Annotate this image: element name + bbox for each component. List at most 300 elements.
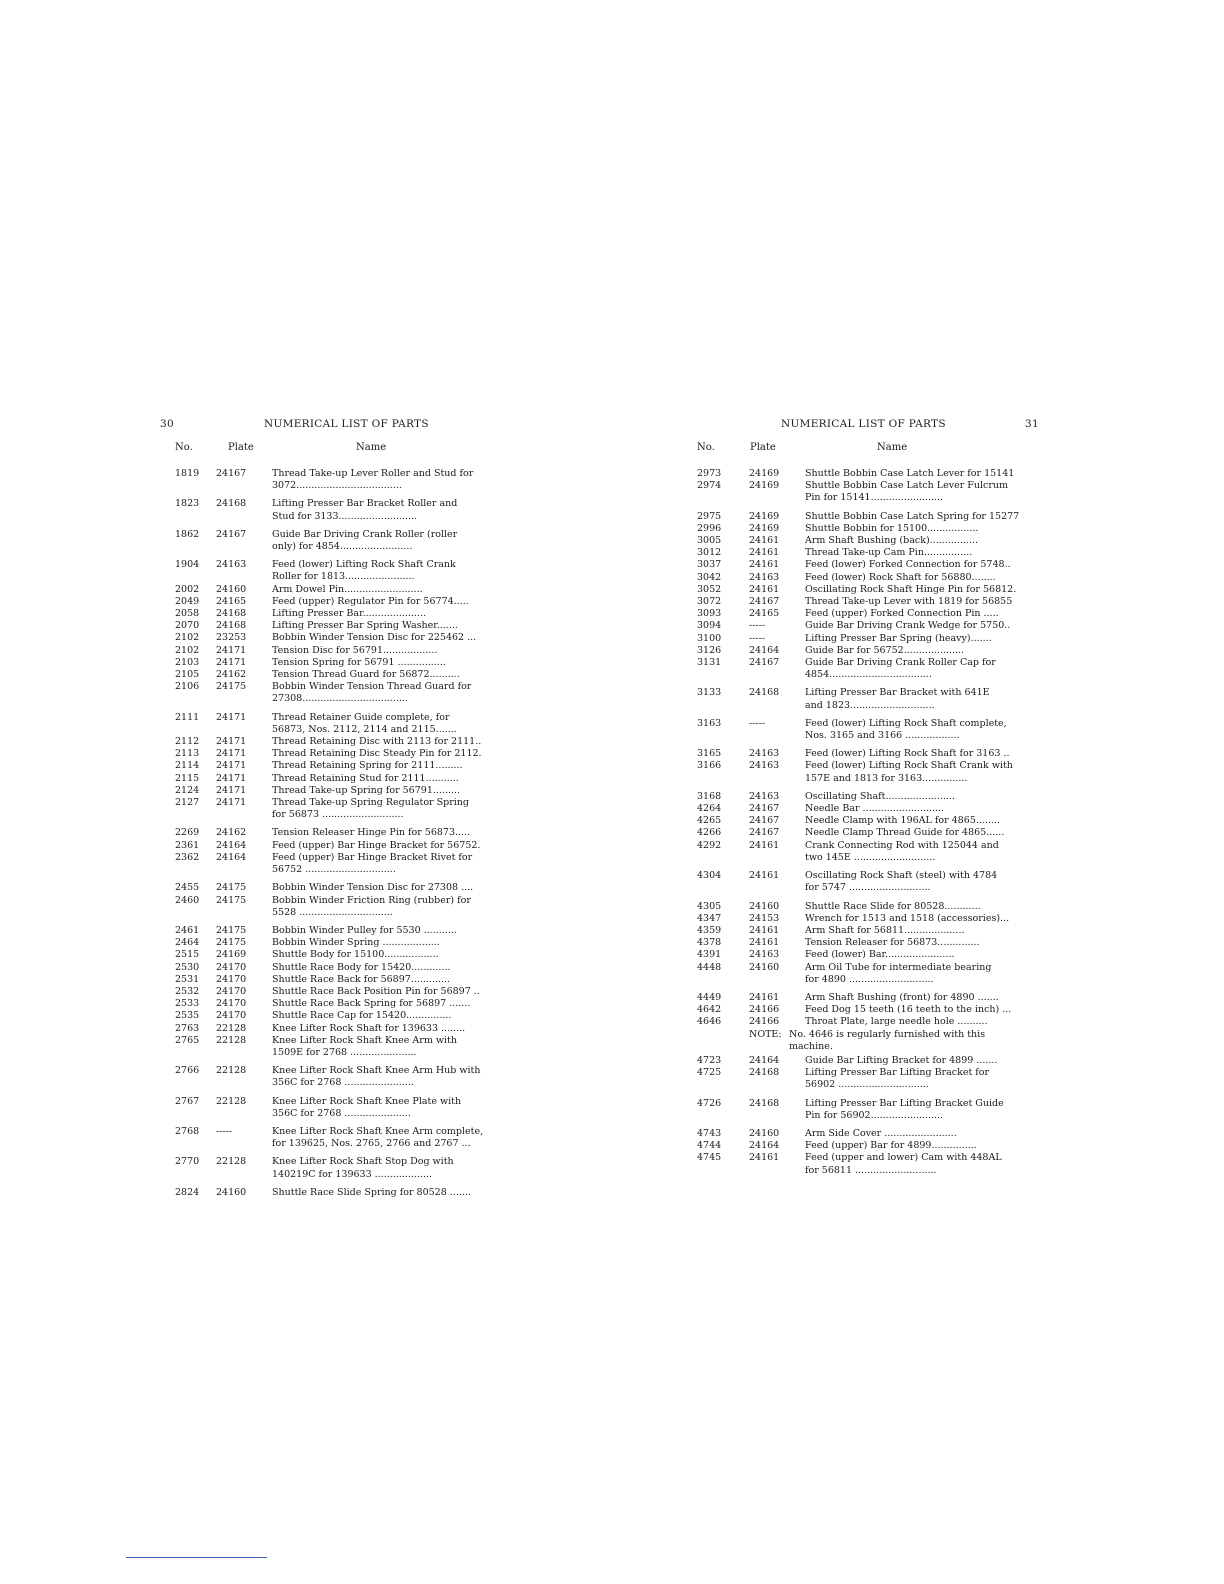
part-name: Arm Shaft Bushing (back)................ [805,535,978,547]
part-entry [693,913,1051,925]
part-name: Thread Retainer Guide complete, for 56873, Nos. 2112, 2114 and 2115....... [272,711,457,735]
part-number: 2115 [175,772,200,784]
part-name: Shuttle Bobbin Case Latch Lever Fulcrum Pin for 15141........................ [805,480,1009,504]
part-number: 4743 [697,1127,722,1139]
plate-number: 24163 [749,949,780,961]
part-entry [160,925,532,937]
part-entry [160,669,532,681]
part-name: Feed (lower) Rock Shaft for 56880........ [805,571,996,583]
part-entry [693,535,1051,547]
plate-number: 24167 [749,657,780,669]
part-number: 1904 [175,559,200,571]
left-page-title: NUMERICAL LIST OF PARTS [264,418,429,430]
part-name: Feed (lower) Lifting Rock Shaft Crank with 157E and 1813 for 3163............... [805,760,1013,784]
part-number: 2105 [175,669,200,681]
part-name: Needle Bar ........................... [805,803,945,815]
plate-number: 24161 [749,937,780,949]
part-entry [693,962,1051,986]
part-name: Shuttle Bobbin Case Latch Lever for 15141 [805,468,1015,479]
part-number: 4347 [697,912,722,924]
part-number: 2049 [175,595,200,607]
right-column-headers [693,442,1051,466]
part-entry [160,1065,532,1089]
part-number: 2111 [175,711,200,723]
part-name: Shuttle Body for 15100.................. [272,949,439,961]
right-running-head [693,418,1051,436]
plate-number: 24161 [749,1152,780,1164]
part-entry [693,633,1051,645]
plate-number: 24161 [749,924,780,936]
part-entry [693,937,1051,949]
part-entry [160,797,532,821]
part-entry [693,620,1051,632]
plate-number: 24171 [216,784,247,796]
part-number: 2362 [175,851,200,863]
part-entry [693,992,1051,1004]
part-entry [693,1098,1051,1122]
part-entry [693,925,1051,937]
part-name: Oscillating Shaft....................... [805,790,955,802]
part-name: Tension Spring for 56791 ................ [272,656,446,668]
plate-number: 24169 [749,480,780,492]
plate-number: 24163 [749,748,780,760]
part-entry [160,1156,532,1180]
plate-number: 24171 [216,772,247,784]
part-entry [160,1010,532,1022]
plate-number: 24164 [749,644,780,656]
part-entry [160,657,532,669]
part-name: Feed (lower) Lifting Rock Shaft Crank Roller for 1813....................... [272,559,456,583]
part-number: 3126 [697,644,722,656]
plate-number: 24167 [749,815,780,827]
part-name: Knee Lifter Rock Shaft Knee Arm complete, for 139625, Nos. 2765, 2766 and 2767 ... [272,1125,484,1150]
part-name: Shuttle Race Cap for 15420............... [272,1010,452,1022]
part-name: Bobbin Winder Pulley for 5530 ........... [272,924,457,936]
part-number: 1823 [175,498,200,510]
plate-number: 24165 [216,595,247,607]
plate-number: 24161 [749,870,780,882]
plate-number: 22128 [216,1065,247,1077]
part-name: Guide Bar Driving Crank Wedge for 5750.. [805,620,1011,632]
plate-number: 24170 [216,985,247,997]
plate-number: 24175 [216,681,247,693]
part-number: 3165 [697,748,722,760]
part-entry [160,852,532,876]
plate-number: 24161 [749,583,780,595]
part-name: Tension Releaser Hinge Pin for 56873..... [272,827,471,839]
right-entry-list-continued [693,1055,1051,1177]
part-number: 2770 [175,1156,200,1168]
plate-number: 24166 [749,1016,780,1028]
part-number: 3093 [697,608,722,620]
plate-number: 24161 [749,559,780,571]
part-entry [693,687,1051,711]
header-plate: Plate [228,442,254,453]
plate-number: 24169 [749,522,780,534]
plate-number: 24171 [216,711,247,723]
plate-number: 24160 [749,1127,780,1139]
part-entry [160,645,532,657]
plate-number: 24168 [216,608,247,620]
part-name: Feed (lower) Lifting Rock Shaft complete, Nos. 3165 and 3166 .................. [805,717,1007,742]
plate-number: ----- [749,717,766,729]
part-name: Shuttle Bobbin Case Latch Spring for 15277 [805,510,1020,522]
plate-number: 24163 [216,559,247,571]
part-number: 2765 [175,1034,200,1046]
part-number: 3131 [697,657,722,669]
part-name: Shuttle Race Body for 15420............. [272,961,451,973]
plate-number: 24167 [749,803,780,815]
part-entry [693,608,1051,620]
part-number: 3133 [697,687,722,699]
part-entry [160,840,532,852]
part-entry [693,1016,1051,1028]
part-number: 4725 [697,1067,722,1079]
plate-number: 24153 [749,912,780,924]
plate-number: ----- [216,1125,233,1137]
part-name: Throat Plate, large needle hole .......... [805,1016,988,1028]
part-entry [160,712,532,736]
part-entry [693,718,1051,742]
right-page-number: 31 [1025,418,1039,430]
part-name: Lifting Presser Bar Lifting Bracket for 56902 .............................. [805,1067,990,1091]
part-name: Guide Bar Driving Crank Roller (roller only) for 4854........................ [272,528,458,553]
part-name: Shuttle Race Slide for 80528............ [805,900,981,912]
part-entry [693,840,1051,864]
part-number: 3042 [697,571,722,583]
part-number: 4448 [697,961,722,973]
part-number: 4744 [697,1140,722,1152]
plate-number: 24175 [216,894,247,906]
plate-number: 24170 [216,961,247,973]
plate-number: 24164 [749,1140,780,1152]
part-name: Crank Connecting Rod with 125044 and two 145E ........................... [805,839,999,863]
part-name: Knee Lifter Rock Shaft Knee Arm Hub with 356C for 2768 ....................... [272,1065,481,1089]
plate-number: 24165 [749,608,780,620]
part-number: 4391 [697,949,722,961]
part-number: 2103 [175,656,200,668]
part-entry [693,1067,1051,1091]
plate-number: 24160 [749,900,780,912]
part-name: Thread Take-up Spring for 56791......... [272,784,461,796]
part-entry [693,584,1051,596]
part-entry [160,882,532,894]
right-page-title: NUMERICAL LIST OF PARTS [781,418,946,430]
plate-number: 24162 [216,669,247,681]
part-number: 2124 [175,784,200,796]
part-name: Feed (upper) Forked Connection Pin ..... [805,608,999,620]
plate-number: 24170 [216,1010,247,1022]
header-name: Name [877,442,908,453]
part-number: 4449 [697,991,722,1003]
note-block [693,1029,1051,1053]
plate-number: 24167 [216,528,247,540]
part-number: 2973 [697,468,722,479]
part-entry [160,937,532,949]
part-number: 4265 [697,815,722,827]
plate-number: 24171 [216,736,247,748]
part-number: 2515 [175,949,200,961]
part-number: 2112 [175,736,200,748]
part-entry [693,827,1051,839]
part-name: Bobbin Winder Tension Disc for 225462 ... [272,632,477,644]
part-name: Lifting Presser Bar Bracket Roller and Stud for 3133.......................... [272,498,458,522]
plate-number: 24171 [216,656,247,668]
plate-number: 22128 [216,1022,247,1034]
part-name: Shuttle Race Back Spring for 56897 ....... [272,998,471,1010]
left-entry-list [160,468,532,1199]
part-number: 4378 [697,937,722,949]
left-running-head [160,418,532,436]
part-entry [693,901,1051,913]
part-entry [160,632,532,644]
part-entry [693,559,1051,571]
part-number: 3100 [697,632,722,644]
plate-number: 24162 [216,827,247,839]
part-entry [160,608,532,620]
plate-number: 24167 [749,827,780,839]
part-name: Arm Shaft for 56811.................... [805,924,965,936]
plate-number: 24168 [749,1067,780,1079]
part-name: Arm Dowel Pin.......................... [272,583,423,595]
plate-number: 24163 [749,760,780,772]
header-no: No. [175,442,193,453]
plate-number: 24160 [216,1186,247,1198]
plate-number: 24175 [216,882,247,894]
right-page [693,418,1051,1177]
part-name: Thread Take-up Cam Pin................ [805,547,973,559]
plate-number: 24168 [749,687,780,699]
part-name: Thread Retaining Spring for 2111......... [272,760,463,772]
part-entry [160,986,532,998]
part-name: Needle Clamp with 196AL for 4865........ [805,815,1000,827]
header-plate: Plate [750,442,776,453]
part-name: Lifting Presser Bar..................... [272,608,426,620]
note-text: No. 4646 is regularly furnished with this machine. [789,1028,986,1052]
part-number: 2461 [175,924,200,936]
part-number: 3052 [697,583,722,595]
plate-number: 24166 [749,1004,780,1016]
part-name: Knee Lifter Rock Shaft Stop Dog with 140219C for 139633 ................... [272,1156,454,1180]
part-number: 2974 [697,480,722,492]
part-number: 4266 [697,827,722,839]
part-entry [160,827,532,839]
part-entry [693,803,1051,815]
part-number: 3166 [697,760,722,772]
part-number: 2455 [175,882,200,894]
part-number: 2070 [175,620,200,632]
part-name: Bobbin Winder Tension Thread Guard for 27308................................... [272,681,472,705]
plate-number: 24161 [749,991,780,1003]
plate-number: 24164 [216,839,247,851]
plate-number: 24169 [749,468,780,479]
part-entry [693,572,1051,584]
part-entry [160,498,532,522]
part-number: 2106 [175,681,200,693]
part-number: 3094 [697,620,722,632]
plate-number: 24160 [216,583,247,595]
part-number: 2766 [175,1065,200,1077]
part-number: 4745 [697,1152,722,1164]
part-entry [160,1023,532,1035]
part-name: Lifting Presser Bar Lifting Bracket Guide Pin for 56902........................ [805,1097,1004,1121]
part-name: Guide Bar for 56752.................... [805,644,965,656]
part-number: 2532 [175,985,200,997]
part-entry [160,1096,532,1120]
part-name: Bobbin Winder Spring ................... [272,937,440,949]
part-name: Lifting Presser Bar Spring (heavy)....... [805,632,992,644]
part-name: Oscillating Rock Shaft (steel) with 4784 for 5747 ........................... [805,870,998,894]
plate-number: 24171 [216,644,247,656]
part-number: 2767 [175,1095,200,1107]
part-entry [693,760,1051,784]
part-entry [693,1128,1051,1140]
part-number: 3005 [697,535,722,547]
part-entry [160,584,532,596]
part-name: Arm Side Cover ........................ [805,1127,957,1139]
part-entry [160,596,532,608]
part-number: 4292 [697,839,722,851]
part-entry [160,681,532,705]
plate-number: 24164 [749,1054,780,1066]
plate-number: 24170 [216,998,247,1010]
part-name: Oscillating Rock Shaft Hinge Pin for 56812. [805,583,1017,595]
part-name: Guide Bar Lifting Bracket for 4899 ....... [805,1054,998,1066]
part-entry [693,1055,1051,1067]
part-entry [160,785,532,797]
part-number: 3012 [697,547,722,559]
part-entry [160,1035,532,1059]
part-number: 2102 [175,632,200,644]
part-number: 2535 [175,1010,200,1022]
part-name: Feed (lower) Forked Connection for 5748.. [805,559,1011,571]
part-number: 2530 [175,961,200,973]
part-number: 4642 [697,1004,722,1016]
plate-number: 24163 [749,790,780,802]
plate-number: 24169 [749,510,780,522]
right-entry-list [693,468,1051,1029]
part-entry [160,1187,532,1199]
part-number: 2361 [175,839,200,851]
plate-number: ----- [749,632,766,644]
part-number: 2113 [175,748,200,760]
left-page [160,418,532,1199]
part-number: 2464 [175,937,200,949]
part-number: 4305 [697,900,722,912]
part-entry [693,870,1051,894]
part-name: Feed (upper) Bar for 4899............... [805,1140,977,1152]
plate-number: 24170 [216,973,247,985]
part-entry [160,962,532,974]
footer-rule [126,1557,267,1558]
plate-number: 24175 [216,937,247,949]
plate-number: 24169 [216,949,247,961]
plate-number: 22128 [216,1034,247,1046]
part-entry [693,596,1051,608]
part-number: 2824 [175,1186,200,1198]
header-name: Name [356,442,387,453]
plate-number: 24163 [749,571,780,583]
part-entry [160,559,532,583]
part-number: 2533 [175,998,200,1010]
plate-number: 23253 [216,632,247,644]
part-name: Feed (upper) Regulator Pin for 56774..... [272,595,469,607]
part-entry [160,748,532,760]
plate-number: 24161 [749,547,780,559]
part-name: Knee Lifter Rock Shaft for 139633 ........ [272,1022,466,1034]
plate-number: 22128 [216,1156,247,1168]
part-name: Knee Lifter Rock Shaft Knee Arm with 1509E for 2768 ...................... [272,1034,457,1058]
part-entry [160,620,532,632]
plate-number: 24160 [749,961,780,973]
part-name: Bobbin Winder Friction Ring (rubber) for 5528 ............................... [272,894,471,918]
part-entry [693,949,1051,961]
header-no: No. [697,442,715,453]
part-name: Thread Retaining Disc with 2113 for 2111.. [272,736,482,748]
part-name: Shuttle Bobbin for 15100................. [805,522,979,534]
plate-number: 24167 [216,468,247,479]
part-number: 4646 [697,1016,722,1028]
part-number: 2763 [175,1022,200,1034]
part-number: 2768 [175,1125,200,1137]
part-name: Shuttle Race Back Position Pin for 56897 .. [272,985,480,997]
part-name: Feed (lower) Bar....................... [805,949,955,961]
part-name: Thread Retaining Stud for 2111........... [272,772,459,784]
plate-number: ----- [749,620,766,632]
part-name: Bobbin Winder Tension Disc for 27308 .... [272,882,474,894]
part-number: 2460 [175,894,200,906]
part-number: 1819 [175,468,200,479]
plate-number: 24171 [216,797,247,809]
part-entry [693,815,1051,827]
part-name: Tension Thread Guard for 56872.......... [272,669,460,681]
part-name: Arm Shaft Bushing (front) for 4890 ....... [805,991,999,1003]
part-entry [693,748,1051,760]
part-name: Feed (lower) Lifting Rock Shaft for 3163 .. [805,748,1010,760]
part-name: Feed Dog 15 teeth (16 teeth to the inch) ... [805,1004,1012,1016]
part-name: Arm Oil Tube for intermediate bearing for 4890 ............................ [805,961,992,985]
plate-number: 24168 [216,620,247,632]
part-number: 2269 [175,827,200,839]
part-number: 2975 [697,510,722,522]
part-number: 2531 [175,973,200,985]
part-name: Tension Releaser for 56873.............. [805,937,980,949]
part-entry [160,736,532,748]
part-entry [693,547,1051,559]
part-name: Shuttle Race Slide Spring for 80528 ....... [272,1186,471,1198]
part-entry [693,468,1051,480]
part-name: Thread Retaining Disc Steady Pin for 2112. [272,748,482,760]
part-entry [693,645,1051,657]
part-entry [160,529,532,553]
part-number: 3163 [697,717,722,729]
part-name: Feed (upper and lower) Cam with 448AL for 56811 ........................... [805,1152,1002,1176]
plate-number: 24161 [749,535,780,547]
part-number: 4726 [697,1097,722,1109]
part-entry [160,949,532,961]
part-number: 4723 [697,1054,722,1066]
part-entry [693,1004,1051,1016]
part-name: Thread Take-up Lever Roller and Stud for 3072................................... [272,468,474,492]
part-name: Feed (upper) Bar Hinge Bracket Rivet for 56752 .............................. [272,851,473,876]
part-number: 3168 [697,790,722,802]
part-entry [160,773,532,785]
plate-number: 24168 [216,498,247,510]
part-number: 2996 [697,522,722,534]
part-entry [693,657,1051,681]
part-entry [160,998,532,1010]
part-number: 4304 [697,870,722,882]
